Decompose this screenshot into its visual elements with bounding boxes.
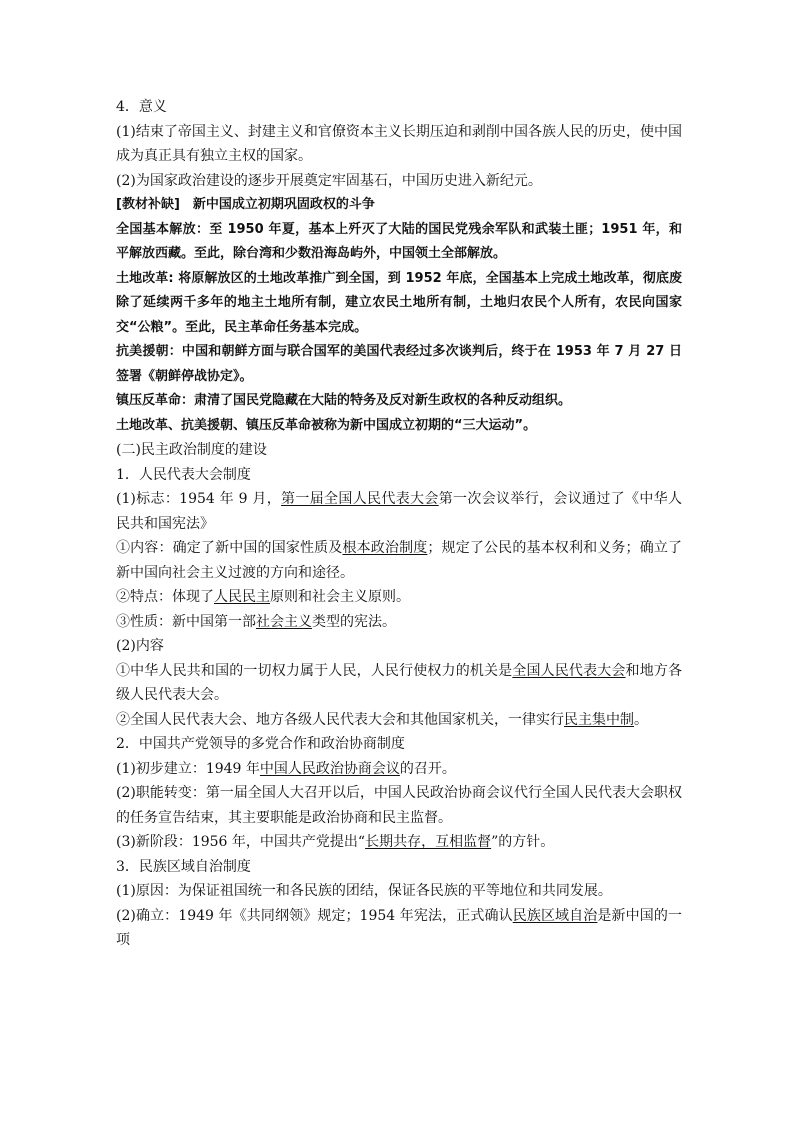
korea-war-paragraph: 抗美援朝：中国和朝鲜方面与联合国军的美国代表经过多次谈判后，终于在 1953 年 7 月 27 日签署《朝鲜停战协定》。 — [116, 344, 682, 384]
npc-mark-underlined: 第一届全国人民代表大会 — [281, 491, 439, 507]
npc-d1-pre: ①中华人民共和国的一切权力属于人民，人民行使权力的机关是 — [116, 662, 513, 679]
cpc-3-post: ”的方针。 — [491, 834, 555, 850]
npc-d2-post: 。 — [634, 711, 648, 728]
ethnic-heading: 3．民族区域自治制度 — [116, 858, 251, 875]
npc-content-heading: (2)内容 — [116, 638, 164, 654]
npc-content-item-3 — [116, 610, 682, 635]
npc-c3-underlined: 社会主义 — [256, 613, 312, 630]
ethnic-2-pre: (2)确立：1949 年《共同纲领》规定；1954 年宪法，正式确认 — [116, 907, 513, 924]
npc-mark-text-pre: (1)标志：1954 年 9 月， — [116, 491, 282, 507]
npc-d1-post: 和地方各级人民代表大会。 — [116, 662, 683, 703]
npc-content-item-2 — [116, 585, 682, 610]
ethnic-item-2 — [116, 904, 682, 953]
npc-detail-1 — [116, 659, 682, 708]
npc-c2-pre: ②特点：体现了 — [116, 589, 214, 605]
land-reform-paragraph: 土地改革: 将原解放区的土地改革推广到全国，到 1952 年底，全国基本上完成土地改革，彻底废除了延续两千多年的地主土地所有制，建立农民土地所有制，土地归农民个人所有，农民向国家交“公粮”。至此，民主革命任务基本完成。 — [116, 270, 682, 335]
npc-content-item-1 — [116, 536, 682, 585]
three-movements-paragraph: 土地改革、抗美援朝、镇压反革命被称为新中国成立初期的“三大运动”。 — [116, 417, 537, 433]
npc-d2-pre: ②全国人民代表大会、地方各级人民代表大会和其他国家机关，一律实行 — [116, 711, 564, 728]
section-4-heading: 4．意义 — [116, 99, 167, 115]
npc-mark-paragraph — [116, 487, 682, 536]
cpc-heading: 2．中国共产党领导的多党合作和政治协商制度 — [116, 736, 405, 752]
document-body — [116, 95, 682, 953]
cpc-3-pre: (3)新阶段：1956 年，中国共产党提出“ — [116, 834, 366, 850]
part-2-heading: (二)民主政治制度的建设 — [116, 442, 267, 458]
npc-c1-pre: ①内容：确定了新中国的国家性质及 — [116, 540, 343, 556]
npc-c3-post: 类型的宪法。 — [312, 613, 396, 630]
cpc-1-underlined: 中国人民政治协商会议 — [259, 760, 400, 777]
npc-d1-underlined: 全国人民代表大会 — [512, 662, 626, 679]
cpc-1-post: 的召开。 — [399, 760, 456, 777]
ethnic-2-post: 是新中国的一项 — [116, 907, 683, 948]
cpc-3-underlined: 长期共存，互相监督 — [365, 834, 492, 850]
npc-c3-pre: ③性质：新中国第一部 — [116, 613, 256, 630]
suppression-paragraph: 镇压反革命：肃清了国民党隐藏在大陆的特务及反对新生政权的各种反动组织。 — [116, 393, 572, 408]
npc-c1-post: ；规定了公民的基本权利和义务；确立了新中国向社会主义过渡的方向和途径。 — [116, 540, 683, 581]
npc-mark-text-post: 第一次会议举行，会议通过了《中华人民共和国宪法》 — [116, 491, 683, 532]
npc-c1-underlined: 根本政治制度 — [342, 540, 428, 556]
npc-heading: 1．人民代表大会制度 — [116, 466, 251, 483]
ethnic-item-1: (1)原因：为保证祖国统一和各民族的团结，保证各民族的平等地位和共同发展。 — [116, 883, 612, 899]
section-4-paragraph-2: (2)为国家政治建设的逐步开展奠定牢固基石，中国历史进入新纪元。 — [116, 172, 542, 189]
cpc-item-3 — [116, 830, 682, 855]
cpc-item-1 — [116, 757, 682, 782]
section-4-paragraph-1: (1)结束了帝国主义、封建主义和官僚资本主义长期压迫和剥削中国各族人民的历史，使中国成为真正具有独立主权的国家。 — [116, 123, 682, 164]
liberation-paragraph: 全国基本解放：至 1950 年夏，基本上歼灭了大陆的国民党残余军队和武装土匪；1951 年，和平解放西藏。至此，除台湾和少数沿海岛屿外，中国领土全部解放。 — [116, 221, 682, 261]
npc-detail-2 — [116, 708, 682, 733]
npc-d2-underlined: 民主集中制 — [564, 711, 634, 728]
cpc-1-pre: (1)初步建立：1949 年 — [116, 760, 260, 777]
cpc-item-2: (2)职能转变：第一届全国人大召开以后，中国人民政治协商会议代行全国人民代表大会职权的任务宣告结束，其主要职能是政治协商和民主监督。 — [116, 785, 682, 826]
npc-c2-underlined: 人民民主 — [214, 589, 270, 605]
supplement-title: [教材补缺] 新中国成立初期巩固政权的斗争 — [116, 197, 375, 212]
npc-c2-post: 原则和社会主义原则。 — [270, 589, 410, 605]
ethnic-2-underlined: 民族区域自治 — [512, 907, 598, 924]
